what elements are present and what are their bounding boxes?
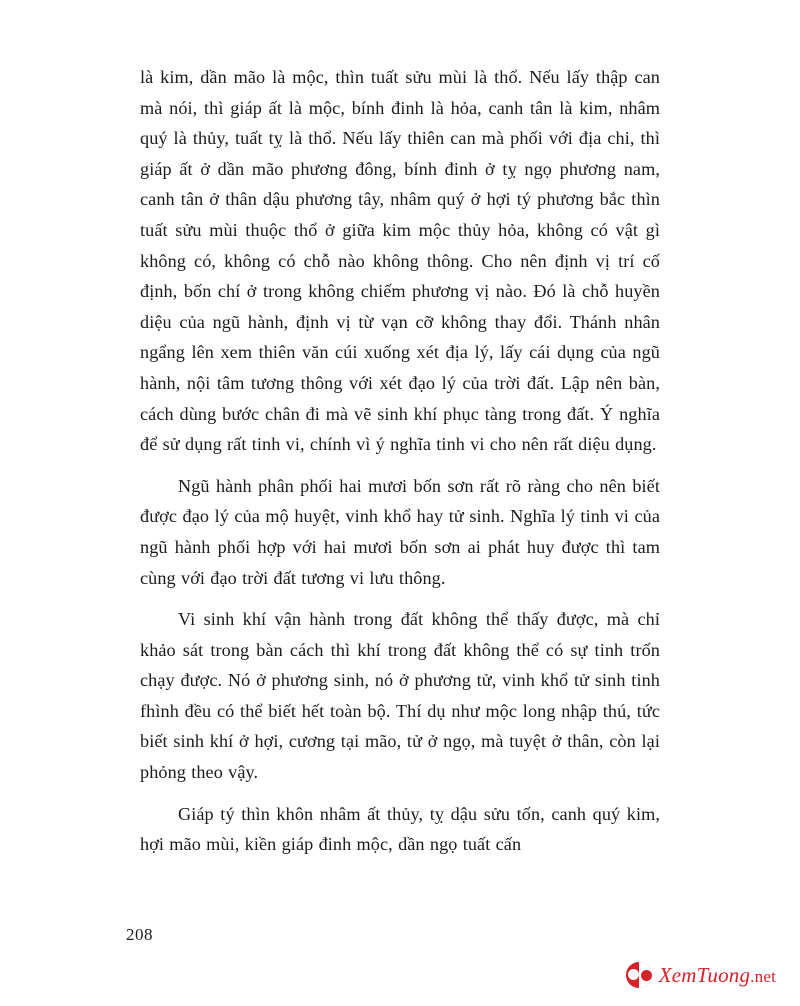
paragraph: Ngũ hành phân phối hai mươi bốn sơn rất rõ ràng cho nên biết được đạo lý của mộ huyệt, vinh khổ hay tử sinh. Nghĩa lý tinh vi của ngũ hành phối hợp với hai mươi bốn sơn ai phát huy được thì tam cùng với đạo trời đất tương vi lưu thông. [140,475,660,588]
watermark-suffix: .net [750,966,776,986]
paragraph: là kim, dần mão là mộc, thìn tuất sửu mùi là thổ. Nếu lấy thập can mà nói, thì giáp ất là mộc, bính đinh là hỏa, canh tân là kim, nhâm quý là thủy, tuất tỵ là thổ. Nếu lấy thiên can mà phối với địa chi, thì giáp ất ở dần mão phương đông, bính đinh ở tỵ ngọ phương nam, canh tân ở thân dậu phương tây, nhâm quý ở hợi tý phương bắc thìn tuất sửu mùi thuộc thổ ở giữa kim mộc thủy hỏa, không có vật gì không có, không có chỗ nào không thông. Cho nên định vị trí cố định, bốn chí ở trong không chiếm phương vị nào. Đó là chỗ huyền diệu của ngũ hành, định vị từ vạn cỡ không thay đổi. Thánh nhân ngẩng lên xem thiên văn cúi xuống xét địa lý, lấy cái dụng của ngũ hành, nội tâm tương thông với xét đạo lý của trời đất. Lập nên bàn, cách dùng bước chân đi mà vẽ sinh khí phục tàng trong đất. Ý nghĩa để sử dụng rất tinh vi, chính vì ý nghĩa tinh vi cho nên rất diệu dụng. [140,67,660,455]
body-text-column [140,62,660,862]
watermark-label [659,963,776,988]
watermark [626,962,776,988]
yin-yang-icon [626,962,652,988]
paragraph: Giáp tý thìn khôn nhâm ất thủy, tỵ dậu sửu tốn, canh quý kim, hợi mão mùi, kiền giáp đinh mộc, dần ngọ tuất cấn [140,803,660,855]
watermark-text: XemTuong [658,962,751,987]
paragraph: Vi sinh khí vận hành trong đất không thể thấy được, mà chỉ khảo sát trong bàn cách thì khí trong đất không thể có sự tinh trốn chạy được. Nó ở phương sinh, nó ở phương tử, vinh khổ tử sinh tinh fhình đều có thể biết hết toàn bộ. Thí dụ như mộc long nhập thú, tức biết sinh khí ở hợi, cương tại mão, tử ở ngọ, mà tuyệt ở thân, còn lại phỏng theo vậy. [140,609,660,783]
page-number: 208 [126,925,153,944]
